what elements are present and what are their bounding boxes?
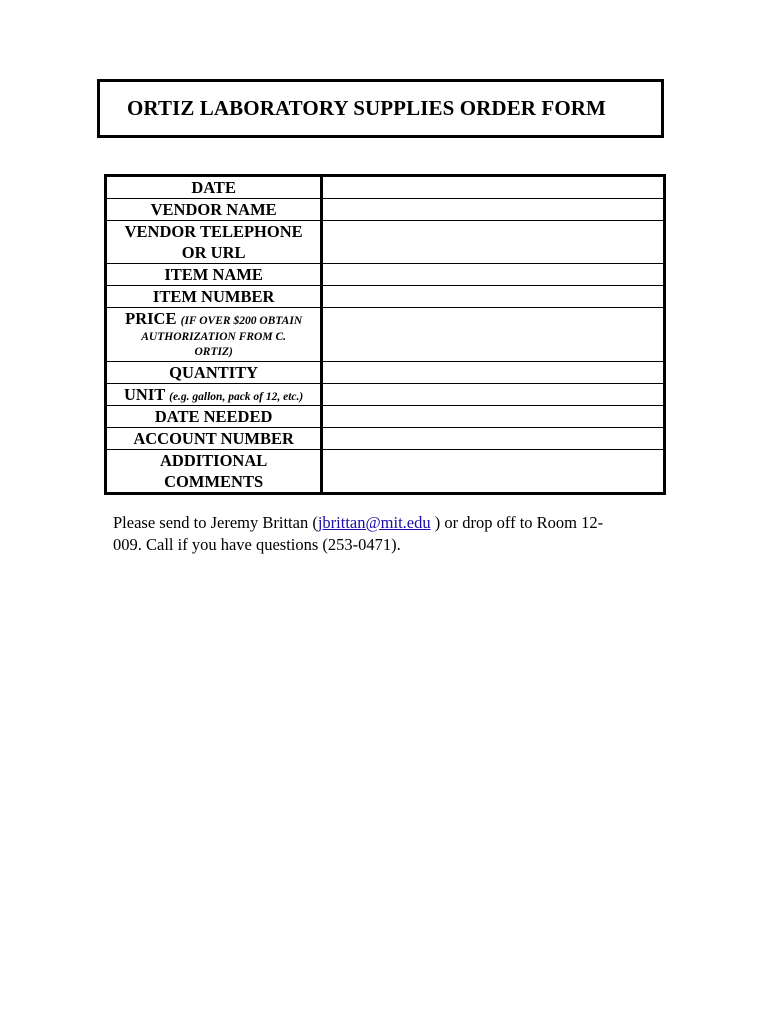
- row-item-number: [106, 286, 665, 308]
- label-price-note-1: (IF OVER $200 OBTAIN: [180, 315, 303, 327]
- field-account-number[interactable]: [322, 428, 665, 450]
- row-additional-comments: [106, 450, 665, 494]
- label-price: [106, 308, 322, 362]
- label-date-needed: DATE NEEDED: [106, 406, 322, 428]
- instructions-line1: [113, 512, 653, 534]
- row-date: [106, 176, 665, 199]
- instructions-text-before: Please send to Jeremy Brittan (: [113, 513, 318, 532]
- row-vendor-telephone: [106, 221, 665, 264]
- label-unit-note: (e.g. gallon, pack of 12, etc.): [169, 390, 304, 403]
- form-title: ORTIZ LABORATORY SUPPLIES ORDER FORM: [127, 96, 606, 120]
- label-account-number: ACCOUNT NUMBER: [106, 428, 322, 450]
- field-item-name[interactable]: [322, 264, 665, 286]
- email-link[interactable]: jbrittan@mit.edu: [317, 513, 431, 532]
- label-vendor-telephone: [106, 221, 322, 264]
- label-price-main: PRICE: [125, 309, 177, 328]
- label-unit-main: UNIT: [124, 384, 165, 404]
- label-vendor-telephone-line1: VENDOR TELEPHONE: [124, 222, 303, 241]
- row-date-needed: [106, 406, 665, 428]
- label-quantity: QUANTITY: [106, 361, 322, 383]
- row-account-number: [106, 428, 665, 450]
- label-item-name: ITEM NAME: [106, 264, 322, 286]
- label-price-note-2: AUTHORIZATION FROM C.: [141, 330, 286, 343]
- row-quantity: [106, 361, 665, 383]
- field-date[interactable]: [322, 176, 665, 199]
- label-vendor-name: VENDOR NAME: [106, 199, 322, 221]
- label-additional-line1: ADDITIONAL: [160, 451, 268, 470]
- label-unit: [106, 383, 322, 406]
- instructions-text-middle: ) or drop off to Room 12-: [430, 513, 604, 532]
- field-date-needed[interactable]: [322, 406, 665, 428]
- field-vendor-telephone[interactable]: [322, 221, 665, 264]
- instructions-line2: 009. Call if you have questions (253-0471).: [113, 535, 401, 554]
- label-item-number: ITEM NUMBER: [106, 286, 322, 308]
- row-unit: [106, 383, 665, 406]
- field-item-number[interactable]: [322, 286, 665, 308]
- field-additional-comments[interactable]: [322, 450, 665, 494]
- row-vendor-name: [106, 199, 665, 221]
- label-price-note-3: ORTIZ): [194, 346, 233, 358]
- label-additional-line2: COMMENTS: [164, 472, 264, 491]
- row-price: [106, 308, 665, 362]
- row-item-name: [106, 264, 665, 286]
- form-title-box: [97, 79, 664, 138]
- field-vendor-name[interactable]: [322, 199, 665, 221]
- order-form-table: [104, 174, 666, 495]
- label-date: DATE: [106, 176, 322, 199]
- field-price[interactable]: [322, 308, 665, 362]
- submission-instructions: [113, 512, 653, 556]
- label-vendor-telephone-line2: OR URL: [181, 243, 246, 262]
- label-additional-comments: [106, 450, 322, 494]
- field-quantity[interactable]: [322, 361, 665, 383]
- field-unit[interactable]: [322, 383, 665, 406]
